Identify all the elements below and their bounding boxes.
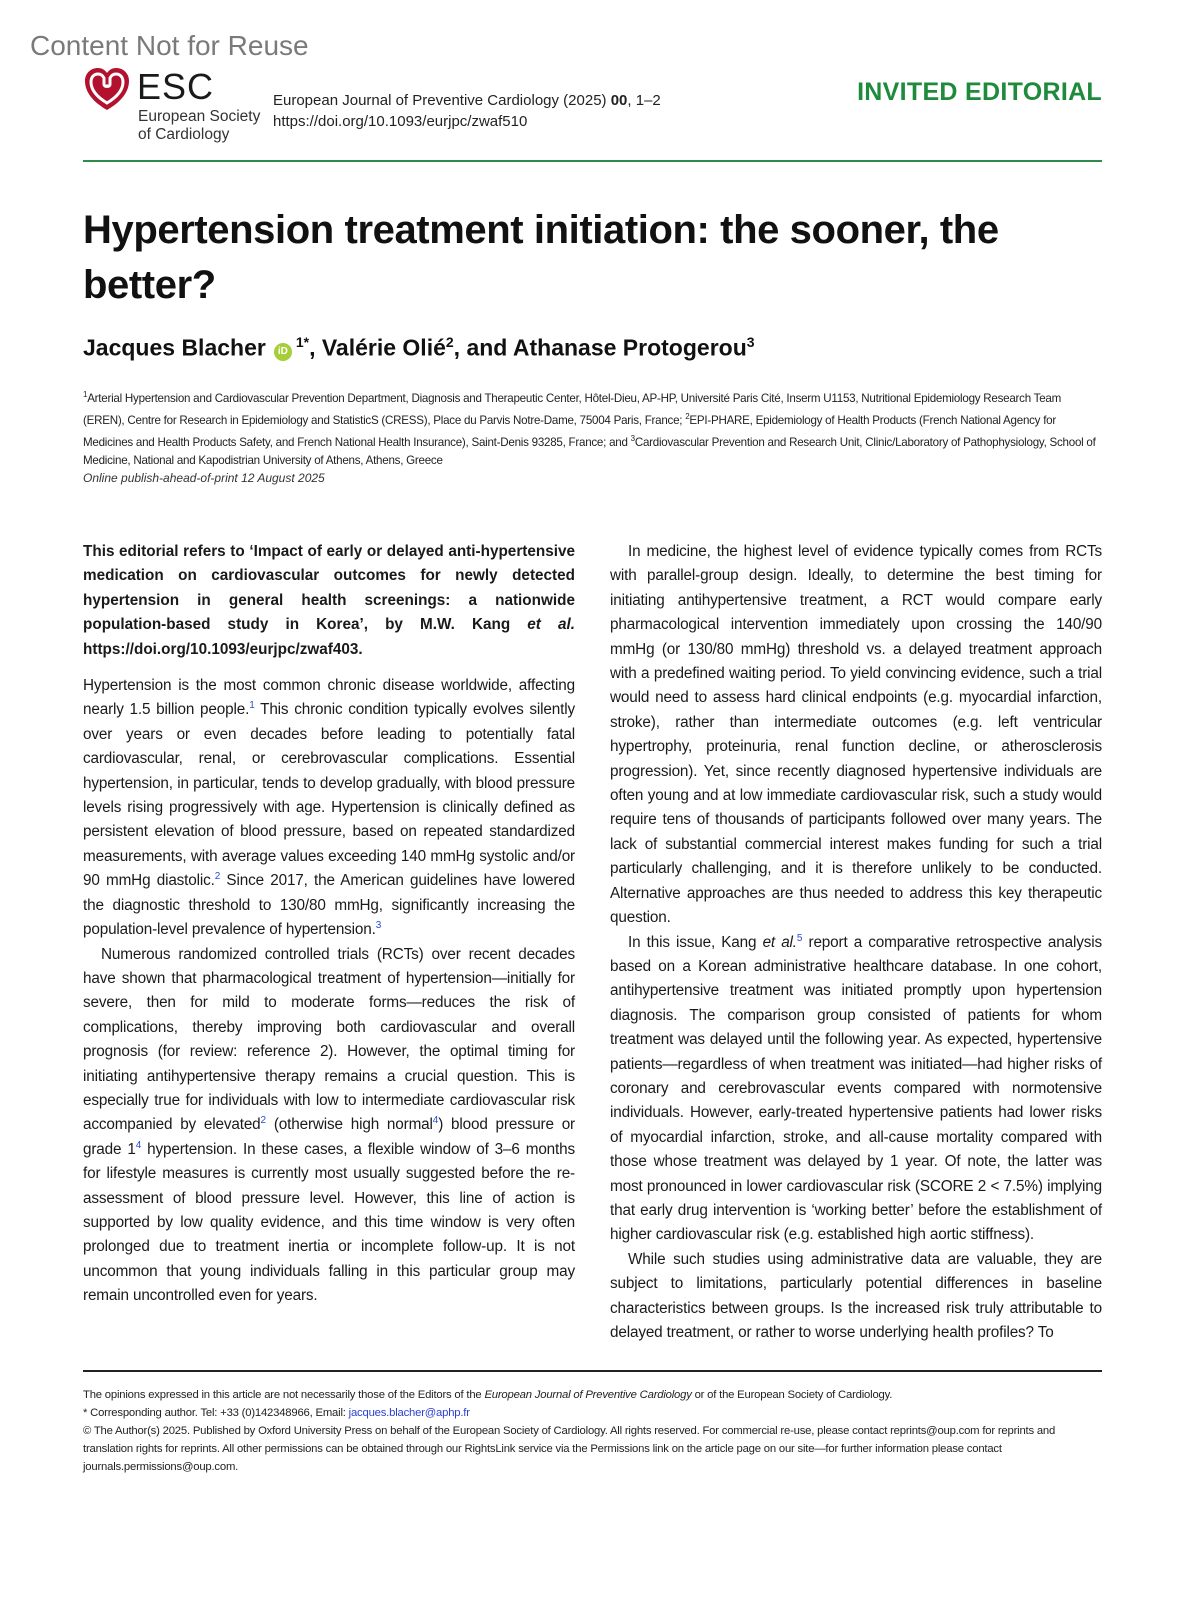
reference-citation[interactable]: 2 xyxy=(214,871,221,883)
text-segment: Numerous randomized controlled trials (RCTs) over recent decades have shown that pharmacological treatment of hypertension—initially for severe, then for mild to moderate forms—reduces the risk of complications, thereby improving both cardiovascular and overall prognosis (for review: reference 2). However, the optimal timing for initiating antihypertensive therapy remains a crucial question. This is especially true for individuals with low to intermediate cardiovascular risk accompanied by elevated xyxy=(83,945,575,1134)
author-sup: 3 xyxy=(746,334,755,350)
disclaimer-text: The opinions expressed in this article are not necessarily those of the Editors of the xyxy=(83,1389,485,1401)
disclaimer-text: or of the European Society of Cardiology. xyxy=(691,1389,893,1401)
text-segment: In medicine, the highest level of evidence typically comes from RCTs with parallel-group design. Ideally, to determine the best timing for initiating antihypertensive treatment, a RCT would compare early pharmacological intervention immediately upon crossing the 140/90 mmHg (or 130/80 mmHg) threshold vs. a delayed treatment approach with a predefined waiting period. To yield convincing evidence, such a trial would need to assess hard clinical endpoints (e.g. myocardial infarction, stroke), rather than intermediate outcomes (e.g. left ventricular hypertrophy, proteinuria, renal function decline, or atherosclerosis progression). Yet, since recently diagnosed hypertensive individuals are often young and at low immediate cardiovascular risk, such a study would require tens of thousands of participants followed over many years. The lack of substantial commercial interest makes funding for such a trial particularly challenging, and it is therefore unlikely to be conducted. Alternative approaches are thus needed to address this key therapeutic question. xyxy=(610,543,1102,927)
header-divider xyxy=(83,160,1102,162)
journal-volume: 00 xyxy=(610,92,628,109)
reference-citation[interactable]: 1 xyxy=(249,700,255,712)
article-type: INVITED EDITORIAL xyxy=(857,78,1102,106)
author-list xyxy=(83,334,755,362)
body-paragraph xyxy=(610,540,1102,931)
journal-pages: , 1–2 xyxy=(627,92,661,109)
text-segment: Hypertension is the most common chronic disease worldwide, affecting nearly 1.5 billion people. xyxy=(83,677,575,719)
author-sup: 1* xyxy=(295,334,310,350)
text-segment: This chronic condition typically evolves silently over years or even decades before leading to potentially fatal cardiovascular, renal, or cerebrovascular complications. Essential hypertension, in particular, tends to develop gradually, with blood pressure levels rising progressively with age. Hypertension is clinically defined as persistent elevation of blood pressure, based on repeated standardized measurements, with average values exceeding 140 mmHg systolic and/or 90 mmHg diastolic. xyxy=(83,701,575,890)
reference-citation[interactable]: 5 xyxy=(796,932,803,944)
body-paragraph xyxy=(83,674,575,942)
text-segment: ) blood pressure or grade 1 xyxy=(83,1116,576,1158)
author-name[interactable]: Jacques Blacher xyxy=(83,334,266,361)
affiliations xyxy=(83,386,1103,470)
reference-citation[interactable]: 4 xyxy=(135,1139,142,1151)
reference-citation[interactable]: 2 xyxy=(260,1115,266,1127)
journal-doi-link[interactable]: https://doi.org/10.1093/eurjpc/zwaf510 xyxy=(273,113,528,130)
affiliation-sup: 2 xyxy=(685,411,690,421)
text-segment: https://doi.org/10.1093/eurjpc/zwaf403. xyxy=(83,640,363,658)
logo-society-name xyxy=(138,108,260,144)
text-segment: Since 2017, the American guidelines have lowered the diagnostic threshold to 130/80 mmHg, significantly increasing the population-level prevalence of hypertension. xyxy=(83,872,575,939)
body-paragraph xyxy=(610,1248,1102,1346)
footnotes xyxy=(83,1386,1103,1476)
logo-line2: of Cardiology xyxy=(138,126,230,143)
logo-line1: European Society xyxy=(138,108,261,125)
text-segment: et al. xyxy=(527,616,575,634)
journal-name: European Journal of Preventive Cardiology (2025) xyxy=(273,92,607,109)
corresponding-author xyxy=(83,1404,1103,1422)
logo-short: ESC xyxy=(137,66,215,107)
text-segment: report a comparative retrospective analysis based on a Korean administrative healthcare database. In one cohort, antihypertensive treatment was initiated promptly upon hypertension diagnosis. The comparison group consisted of patients for whom treatment was delayed until the following year. As expected, hypertensive patients—regardless of when treatment was initiated—had higher risks of coronary and cerebrovascular events compared with normotensive individuals. However, early-treated hypertensive patients had lower risks of myocardial infarction, stroke, and all-cause mortality compared with those whose treatment was delayed by 1 year. Of note, the latter was most pronounced in lower cardiovascular risk (SCORE 2 < 7.5%) implying that early drug intervention is ‘working better’ before the establishment of higher cardiovascular risk (e.g. established high aortic stiffness). xyxy=(610,933,1102,1244)
editorial-reference xyxy=(83,540,575,662)
left-column xyxy=(83,540,575,1309)
footnote-divider xyxy=(83,1370,1102,1372)
heart-logo-icon xyxy=(83,66,131,112)
text-segment: et al. xyxy=(762,933,797,951)
text-segment: hypertension. In these cases, a flexible window of 3–6 months for lifestyle measures is currently most usually suggested before the re-assessment of blood pressure level. However, this line of action is supported by low quality evidence, and this time window is very often prolonged due to treatment inertia or incomplete follow-up. It is not uncommon that young individuals falling in this particular group may remain uncontrolled even for years. xyxy=(83,1140,575,1305)
author-name[interactable]: , Valérie Olié xyxy=(309,334,446,361)
article-title: Hypertension treatment initiation: the sooner, the better? xyxy=(83,208,999,307)
journal-citation xyxy=(273,90,661,132)
affiliation: EPI-PHARE, Epidemiology of Health Products (French National Agency for Medicines and Health Products Safety, and French National Health Insurance), Saint-Denis 93285, France; and xyxy=(83,413,1056,449)
text-segment: (otherwise high normal xyxy=(265,1116,433,1134)
disclaimer-journal: European Journal of Preventive Cardiology xyxy=(484,1389,692,1401)
corresponding-text: * Corresponding author. Tel: +33 (0)142348966, Email: xyxy=(83,1407,349,1419)
online-date: Online publish-ahead-of-print 12 August 2025 xyxy=(83,471,325,485)
body-paragraph xyxy=(83,943,575,1309)
body-paragraph xyxy=(610,931,1102,1248)
author-name[interactable]: , and Athanase Protogerou xyxy=(453,334,747,361)
affiliation: Arterial Hypertension and Cardiovascular Prevention Department, Diagnosis and Therapeutic Center, Hôtel-Dieu, AP-HP, Université Paris Cité, Inserm U1153, Nutritional Epidemiology Research Team (EREN), Centre for Research in Epidemiology and StatisticS (CRESS), Place du Parvis Notre-Dame, 75004 Paris, France; xyxy=(83,391,1062,427)
reference-citation[interactable]: 3 xyxy=(375,920,382,931)
email-link[interactable]: jacques.blacher@aphp.fr xyxy=(348,1407,470,1419)
text-segment: This editorial refers to ‘Impact of early or delayed anti-hypertensive medication on cardiovascular outcomes for newly detected hypertension in general health screenings: a nationwide population-based study in Korea’, by M.W. Kang xyxy=(83,543,575,634)
copyright: © The Author(s) 2025. Published by Oxford University Press on behalf of the European Society of Cardiology. All rights reserved. For commercial re-use, please contact reprints@oup.com for reprints and translation rights for reprints. All other permissions can be obtained through our RightsLink service via the Permissions link on the article page on our site—for further information please contact journals.permissions@oup.com. xyxy=(83,1425,1056,1473)
author-sup: 2 xyxy=(445,334,454,350)
affiliation-sup: 3 xyxy=(630,433,635,443)
watermark: Content Not for Reuse xyxy=(30,30,309,61)
affiliation: Cardiovascular Prevention and Research Unit, Clinic/Laboratory of Pathophysiology, School of Medicine, National and Kapodistrian University of Athens, Athens, Greece xyxy=(83,435,1096,467)
disclaimer xyxy=(83,1386,1103,1404)
orcid-icon[interactable]: iD xyxy=(274,343,292,361)
text-segment: While such studies using administrative data are valuable, they are subject to limitations, particularly potential differences in baseline characteristics between groups. Is the increased risk truly attributable to delayed treatment, or rather to worse underlying health profiles? To xyxy=(610,1250,1102,1341)
esc-logo xyxy=(83,66,273,146)
affiliation-sup: 1 xyxy=(83,390,88,399)
reference-citation[interactable]: 4 xyxy=(432,1115,439,1127)
text-segment: In this issue, Kang xyxy=(628,933,763,951)
right-column xyxy=(610,540,1102,1345)
